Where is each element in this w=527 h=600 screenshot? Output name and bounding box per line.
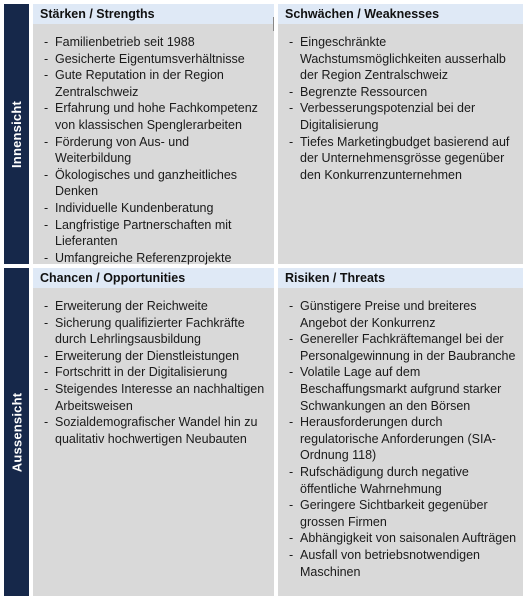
strengths-list	[33, 24, 274, 266]
list-item: - Familienbetrieb seit 1988	[43, 34, 268, 51]
threats-heading: Risiken / Threats	[278, 268, 523, 288]
opportunities-cell	[33, 268, 274, 596]
list-item: - Günstigere Preise und breiteres Angebot der Konkurrenz	[288, 298, 517, 331]
list-item: - Förderung von Aus- und Weiterbildung	[43, 134, 268, 167]
list-item: - Fortschritt in der Digitalisierung	[43, 364, 268, 381]
list-item: - Langfristige Partnerschaften mit Lieferanten	[43, 217, 268, 250]
weaknesses-list	[278, 24, 523, 183]
list-item: - Sozialdemografischer Wandel hin zu qualitativ hochwertigen Neubauten	[43, 414, 268, 447]
list-item: - Abhängigkeit von saisonalen Aufträgen	[288, 530, 517, 547]
weaknesses-cell	[278, 4, 523, 264]
side-label-innensicht-text: Innensicht	[9, 100, 25, 168]
weaknesses-heading: Schwächen / Weaknesses	[278, 4, 523, 24]
list-item: - Individuelle Kundenberatung	[43, 200, 268, 217]
list-item: - Tiefes Marketingbudget basierend auf der Unternehmensgrösse gegenüber den Konkurrenzunternehmen	[288, 134, 517, 184]
side-label-aussensicht-text: Aussensicht	[9, 392, 25, 472]
list-item: - Rufschädigung durch negative öffentliche Wahrnehmung	[288, 464, 517, 497]
list-item: - Volatile Lage auf dem Beschaffungsmarkt aufgrund starker Schwankungen an den Börsen	[288, 364, 517, 414]
list-item: - Herausforderungen durch regulatorische Anforderungen (SIA-Ordnung 118)	[288, 414, 517, 464]
list-item: - Ökologisches und ganzheitliches Denken	[43, 167, 268, 200]
side-label-aussensicht	[4, 268, 29, 596]
list-item: - Steigendes Interesse an nachhaltigen Arbeitsweisen	[43, 381, 268, 414]
side-label-innensicht	[4, 4, 29, 264]
list-item: - Eingeschränkte Wachstumsmöglichkeiten ausserhalb der Region Zentralschweiz	[288, 34, 517, 84]
strengths-heading: Stärken / Strengths	[33, 4, 274, 24]
list-item: - Begrenzte Ressourcen	[288, 84, 517, 101]
list-item: - Geringere Sichtbarkeit gegenüber grossen Firmen	[288, 497, 517, 530]
list-item: - Gesicherte Eigentumsverhältnisse	[43, 51, 268, 68]
list-item: - Erweiterung der Reichweite	[43, 298, 268, 315]
list-item: - Erweiterung der Dienstleistungen	[43, 348, 268, 365]
list-item: - Sicherung qualifizierter Fachkräfte durch Lehrlingsausbildung	[43, 315, 268, 348]
text-cursor	[273, 17, 274, 31]
list-item: - Gute Reputation in der Region Zentralschweiz	[43, 67, 268, 100]
list-item: - Erfahrung und hohe Fachkompetenz von klassischen Spenglerarbeiten	[43, 100, 268, 133]
opportunities-list	[33, 288, 274, 447]
strengths-cell	[33, 4, 274, 264]
list-item: - Verbesserungspotenzial bei der Digitalisierung	[288, 100, 517, 133]
list-item: - Umfangreiche Referenzprojekte	[43, 250, 268, 267]
list-item: - Genereller Fachkräftemangel bei der Personalgewinnung in der Baubranche	[288, 331, 517, 364]
list-item: - Ausfall von betriebsnotwendigen Maschinen	[288, 547, 517, 580]
threats-cell	[278, 268, 523, 596]
threats-list	[278, 288, 523, 580]
opportunities-heading: Chancen / Opportunities	[33, 268, 274, 288]
